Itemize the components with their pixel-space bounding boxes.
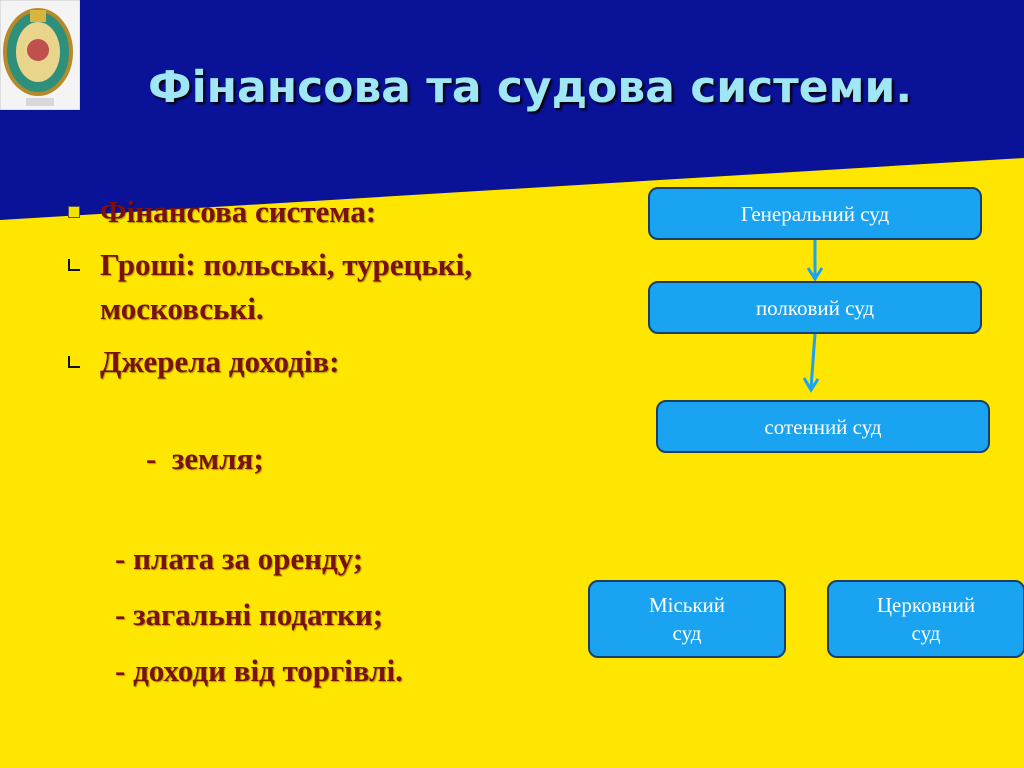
bullet-text: Фінансова система: [100, 194, 377, 229]
city-court-label-line1: Міський [648, 593, 726, 617]
income-source-text: - загальні податки; [115, 597, 384, 632]
church-court-label-line2: суд [911, 621, 941, 645]
city-court-box [588, 580, 786, 658]
city-court-label-line2: суд [672, 621, 702, 645]
church-court-label-line1: Церковний [876, 593, 976, 617]
bullet-text: Джерела доходів: [100, 344, 340, 379]
slide-title: Фінансова та судова системи. [147, 62, 913, 113]
hundred-court-label: сотенний суд [764, 414, 882, 439]
income-source-text: - доходи від торгівлі. [115, 653, 403, 688]
income-source-text: - земля; [146, 441, 264, 476]
regiment-court-label: полковий суд [755, 295, 875, 320]
church-court-box [827, 580, 1024, 658]
general-court-label: Генеральний суд [740, 201, 890, 226]
income-source-text: - плата за оренду; [115, 541, 364, 576]
general-court-box [648, 187, 982, 240]
regiment-court-box [648, 281, 982, 334]
bullet-text: Гроші: польські, турецькі, московські. [100, 247, 473, 326]
hundred-court-box [656, 400, 990, 453]
arrow-regiment-to-hundred [811, 334, 815, 388]
